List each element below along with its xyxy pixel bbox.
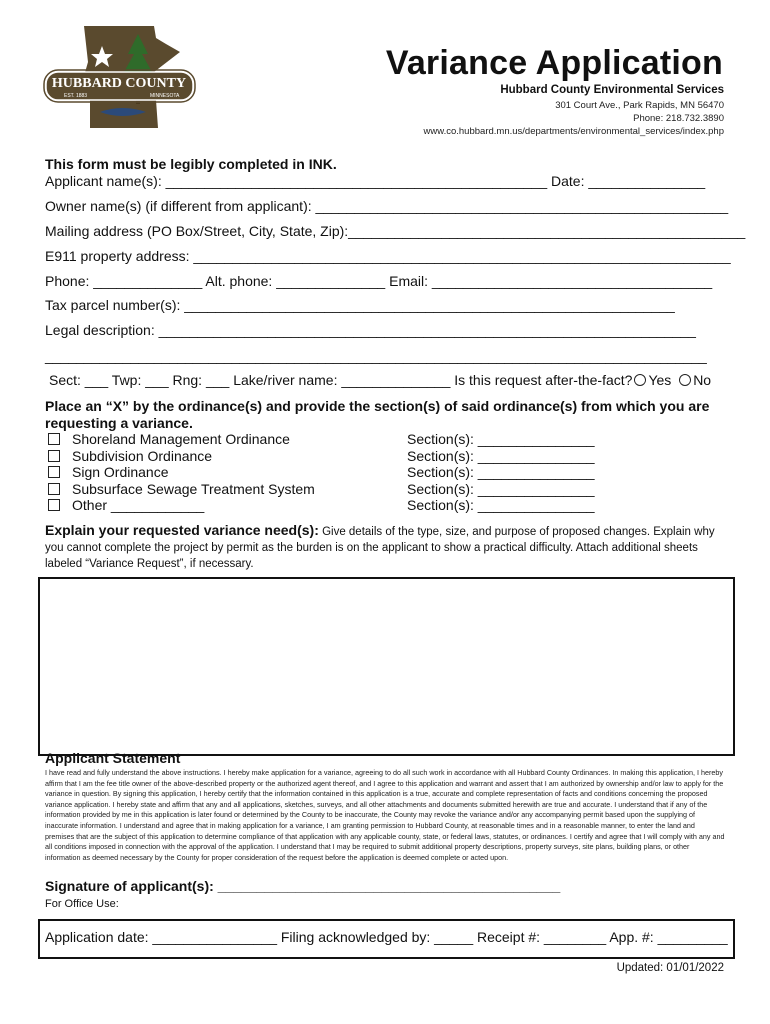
sect-twp-rng-field[interactable]: Sect: ___ Twp: ___ Rng: ___ Lake/river name: ______________ Is this request after-the-fact? xyxy=(49,372,633,388)
ordinance-item-sign[interactable] xyxy=(48,464,169,480)
signature-field[interactable]: Signature of applicant(s): ____________________________________________ xyxy=(45,878,561,894)
ink-notice: This form must be legibly completed in INK. xyxy=(45,156,337,172)
ssts-label: Subsurface Sewage Treatment System xyxy=(72,481,315,497)
yes-label: Yes xyxy=(648,372,672,388)
logo-title: HUBBARD COUNTY xyxy=(51,76,187,91)
ssts-checkbox[interactable] xyxy=(48,483,60,495)
statement-text: I have read and fully understand the above instructions. I hereby make application for a variance, agreeing to do all such work in accordance with all Hubbard County Ordinances. In making this application, I hereby affirm that I am the fee title owner of the above-described property or the authorized agent thereof, and I agree to this application and warrant and assert that I am authorized by ownership and/or law to apply for the variance in question. By signing this application, I hereby certify that the information contained in this application is a true, accurate and complete representation of facts and conditions concerning the proposed variance application. I hereby state and affirm that any and all applications, sketches, surveys, and all other attachments and documents submitted herewith are true and accurate. I understand that if any of the information provided by me in this application is later found or determined by the County to be inaccurate, the County may revoke the variance and/or any accompanying permit based upon the supplying of inaccurate information. I understand and agree that in making application for a variance, I am granting permission to Hubbard County, at reasonable times and in a reasonable manner, to enter the land and premises that are the subject of this application to determine compliance of that application with any applicable county, state, or federal laws, statutes, or ordinances. I certify and agree that I will comply with any and all conditions imposed in connection with the approval of the application. I understand that I may be required to submit additional property descriptions, property surveys, site plans, building plans, or other information as deemed necessary by the County for proper consideration of the request before the application is deemed complete or acted upon. xyxy=(45,768,725,862)
shoreland-label: Shoreland Management Ordinance xyxy=(72,431,290,447)
explain-heading: Explain your requested variance need(s): xyxy=(45,522,319,538)
applicant-name-field[interactable]: Applicant name(s): _________________________________________________ Date: _______________ xyxy=(45,173,706,189)
shoreland-checkbox[interactable] xyxy=(48,433,60,445)
tax-parcel-field[interactable]: Tax parcel number(s): _______________________________________________________________ xyxy=(45,297,675,313)
e911-address-field[interactable]: E911 property address: _____________________________________________________________________ xyxy=(45,248,731,264)
ordinance-item-shoreland[interactable] xyxy=(48,431,290,447)
explain-text: Give details of the type, size, and purpose of proposed changes. Explain why you cannot complete the project by permit as the burden is on the applicant to show a practical difficulty. Attach additional sheets labeled “Variance Request”, if necessary. xyxy=(45,526,715,570)
sign-checkbox[interactable] xyxy=(48,466,60,478)
org-address: 301 Court Ave., Park Rapids, MN 56470 xyxy=(555,100,724,111)
variance-explanation-box[interactable] xyxy=(38,577,735,756)
subdivision-label: Subdivision Ordinance xyxy=(72,448,213,464)
subdivision-checkbox[interactable] xyxy=(48,450,60,462)
sign-section-field[interactable]: Section(s): _______________ xyxy=(407,464,595,480)
logo-est: EST. 1883 xyxy=(64,93,88,99)
other-checkbox[interactable] xyxy=(48,499,60,511)
other-label: Other ____________ xyxy=(72,497,205,513)
updated-date: Updated: 01/01/2022 xyxy=(616,962,724,974)
yes-radio[interactable] xyxy=(634,374,646,386)
other-section-field[interactable]: Section(s): _______________ xyxy=(407,497,595,513)
logo-state: MINNESOTA xyxy=(150,93,180,99)
page-title: Variance Application xyxy=(385,44,723,82)
ordinance-heading: Place an “X” by the ordinance(s) and provide the section(s) of said ordinance(s) from which you are xyxy=(45,398,710,414)
org-name: Hubbard County Environmental Services xyxy=(500,84,724,96)
ordinance-heading-cont: requesting a variance. xyxy=(45,415,193,431)
explain-section xyxy=(45,522,735,572)
ssts-section-field[interactable]: Section(s): _______________ xyxy=(407,481,595,497)
shoreland-section-field[interactable]: Section(s): _______________ xyxy=(407,431,595,447)
org-url[interactable]: www.co.hubbard.mn.us/departments/environmental_services/index.php xyxy=(423,126,724,137)
statement-heading: Applicant Statement xyxy=(45,750,181,766)
legal-description-field[interactable]: Legal description: _____________________________________________________________________ xyxy=(45,322,696,338)
office-use-label: For Office Use: xyxy=(45,898,119,910)
legal-description-continued[interactable]: _____________________________________________________________________________________ xyxy=(45,348,707,364)
phone-email-field[interactable]: Phone: ______________ Alt. phone: ______________ Email: ____________________________________ xyxy=(45,273,713,289)
owner-name-field[interactable]: Owner name(s) (if different from applicant): _____________________________________________________ xyxy=(45,198,729,214)
ordinance-item-subdivision[interactable] xyxy=(48,448,212,464)
mailing-address-field[interactable]: Mailing address (PO Box/Street, City, State, Zip):___________________________________________________ xyxy=(45,223,746,239)
sign-label: Sign Ordinance xyxy=(72,464,169,480)
subdivision-section-field[interactable]: Section(s): _______________ xyxy=(407,448,595,464)
office-use-fields[interactable]: Application date: ________________ Filing acknowledged by: _____ Receipt #: ________ App. #: _________ xyxy=(45,929,728,945)
no-radio[interactable] xyxy=(679,374,691,386)
hubbard-county-logo xyxy=(42,24,197,132)
location-row xyxy=(49,372,711,388)
no-label: No xyxy=(693,372,712,388)
ordinance-item-ssts[interactable] xyxy=(48,481,315,497)
ordinance-item-other[interactable] xyxy=(48,497,204,513)
org-phone: Phone: 218.732.3890 xyxy=(633,113,724,124)
